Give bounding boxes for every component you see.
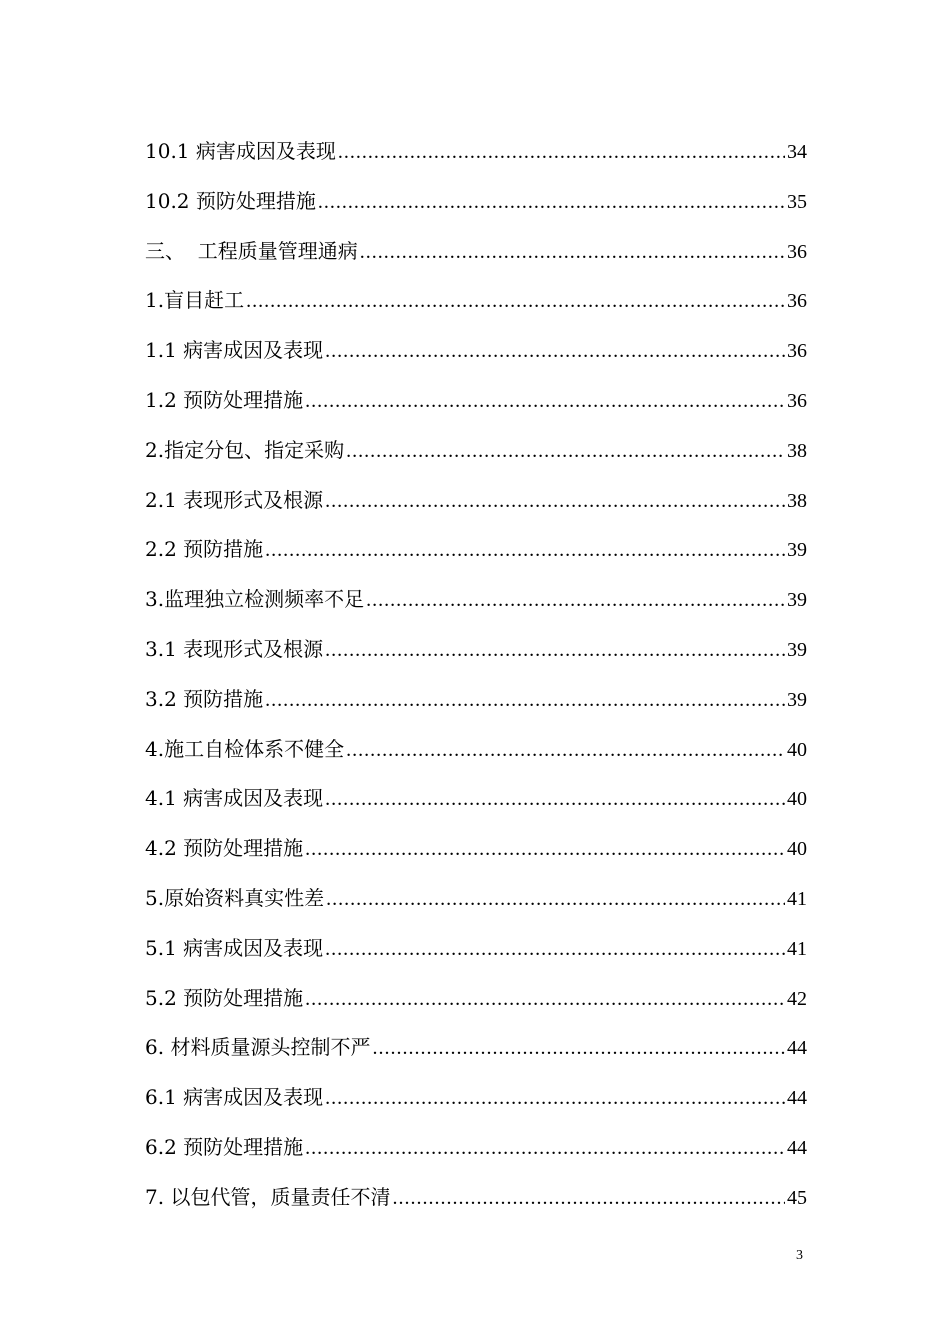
toc-entry[interactable]: [145, 582, 807, 632]
toc-entry[interactable]: [145, 931, 807, 981]
toc-entry[interactable]: [145, 781, 807, 831]
toc-entry-page: 41: [787, 887, 807, 910]
toc-dot-leader: [392, 1181, 785, 1215]
toc-entry[interactable]: [145, 184, 807, 234]
toc-dot-leader: [325, 1081, 785, 1115]
toc-entry[interactable]: [145, 1080, 807, 1130]
toc-entry[interactable]: [145, 632, 807, 682]
toc-entry[interactable]: [145, 732, 807, 782]
toc-entry-label: 2.指定分包、指定采购: [145, 437, 345, 462]
toc-dot-leader: [305, 384, 785, 418]
toc-dot-leader: [325, 484, 785, 518]
toc-entry-page: 40: [787, 838, 807, 861]
toc-entry-label: 10.1 病害成因及表现: [145, 139, 336, 163]
toc-entry[interactable]: [145, 981, 807, 1031]
toc-dot-leader: [246, 284, 785, 318]
toc-entry-page: 38: [787, 489, 807, 512]
toc-entry[interactable]: [145, 134, 807, 184]
toc-entry[interactable]: [145, 234, 807, 284]
toc-entry[interactable]: [145, 433, 807, 483]
toc-entry-page: 36: [787, 340, 807, 363]
toc-entry-label: 5.1 病害成因及表现: [145, 935, 324, 960]
toc-entry-label: 4.施工自检体系不健全: [145, 736, 345, 761]
toc-entry-page: 35: [787, 190, 807, 213]
toc-entry-page: 39: [787, 589, 807, 612]
toc-entry[interactable]: [145, 1130, 807, 1180]
toc-entry-label: 10.2 预防处理措施: [145, 188, 316, 213]
toc-entry-label: 5.2 预防处理措施: [145, 985, 304, 1010]
toc-dot-leader: [318, 185, 785, 219]
page-number: 3: [796, 1248, 803, 1263]
toc-entry-page: 38: [787, 439, 807, 462]
toc-entry-label: 6. 材料质量源头控制不严: [145, 1035, 371, 1060]
toc-dot-leader: [325, 782, 785, 816]
toc-entry-page: 40: [787, 738, 807, 761]
table-of-contents: [145, 134, 807, 1230]
toc-entry-label: 三、 工程质量管理通病: [145, 238, 358, 263]
toc-dot-leader: [366, 583, 785, 617]
toc-entry-label: 6.1 病害成因及表现: [145, 1085, 324, 1110]
toc-entry[interactable]: [145, 682, 807, 732]
toc-dot-leader: [325, 932, 785, 966]
toc-entry-page: 34: [787, 141, 807, 163]
toc-entry[interactable]: [145, 881, 807, 931]
toc-entry-page: 36: [787, 240, 807, 263]
toc-entry[interactable]: [145, 483, 807, 533]
toc-entry[interactable]: [145, 1180, 807, 1230]
toc-entry-page: 39: [787, 539, 807, 562]
toc-entry-label: 7. 以包代管，质量责任不清: [145, 1184, 391, 1209]
toc-dot-leader: [346, 434, 785, 468]
toc-entry[interactable]: [145, 383, 807, 433]
toc-entry-page: 36: [787, 290, 807, 313]
toc-dot-leader: [265, 533, 785, 567]
toc-entry-label: 4.2 预防处理措施: [145, 836, 304, 861]
toc-dot-leader: [305, 982, 785, 1016]
toc-entry-label: 6.2 预防处理措施: [145, 1134, 304, 1159]
toc-entry-page: 44: [787, 1037, 807, 1060]
toc-entry-page: 40: [787, 788, 807, 811]
toc-entry[interactable]: [145, 532, 807, 582]
toc-entry-page: 39: [787, 638, 807, 661]
toc-dot-leader: [372, 1031, 785, 1065]
toc-entry-label: 5.原始资料真实性差: [145, 885, 325, 910]
toc-entry[interactable]: [145, 333, 807, 383]
toc-entry-label: 1.2 预防处理措施: [145, 387, 304, 412]
toc-dot-leader: [305, 832, 785, 866]
toc-entry[interactable]: [145, 1030, 807, 1080]
toc-entry-label: 1.1 病害成因及表现: [145, 338, 324, 363]
toc-entry[interactable]: [145, 283, 807, 333]
toc-entry-label: 3.2 预防措施: [145, 686, 264, 711]
toc-dot-leader: [360, 235, 785, 269]
toc-dot-leader: [326, 882, 785, 916]
toc-entry-page: 42: [787, 987, 807, 1010]
toc-entry-page: 36: [787, 389, 807, 412]
toc-dot-leader: [338, 135, 785, 169]
toc-entry-label: 2.2 预防措施: [145, 537, 264, 562]
toc-dot-leader: [265, 683, 785, 717]
toc-dot-leader: [325, 334, 785, 368]
toc-entry-page: 44: [787, 1136, 807, 1159]
toc-entry-page: 44: [787, 1087, 807, 1110]
toc-dot-leader: [325, 633, 785, 667]
toc-dot-leader: [305, 1131, 785, 1165]
toc-entry-label: 4.1 病害成因及表现: [145, 786, 324, 811]
toc-entry-label: 3.1 表现形式及根源: [145, 636, 324, 661]
toc-entry-page: 41: [787, 937, 807, 960]
toc-entry-label: 3.监理独立检测频率不足: [145, 587, 365, 612]
toc-entry-label: 2.1 表现形式及根源: [145, 487, 324, 512]
toc-entry[interactable]: [145, 831, 807, 881]
toc-entry-page: 39: [787, 688, 807, 711]
toc-entry-page: 45: [787, 1186, 807, 1209]
toc-dot-leader: [346, 733, 785, 767]
toc-entry-label: 1.盲目赶工: [145, 288, 245, 313]
